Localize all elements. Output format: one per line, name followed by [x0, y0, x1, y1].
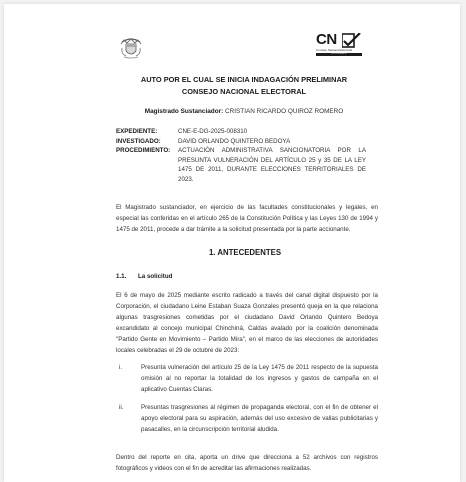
intro-paragraph: El Magistrado sustanciador, en ejercicio de las facultades constitucionales y legales, en especial las conferidas en el artículo 265 de la Constitución Política y las Leyes 130 de 1994 y 1475 de 2011, procede a dar trámite a la solicitud presentada por la parte accionante. [116, 204, 378, 233]
meta-row-expediente [116, 127, 366, 137]
document-title-line-1: AUTO POR EL CUAL SE INICIA INDAGACIÓN PRELIMINAR [140, 75, 348, 84]
list-item-text: Presuntas trasgresiones al régimen de propaganda electoral, con el fin de obtener el apoyo electoral para su aspiración, además del uso excesivo de vallas publicitarias y pasacalles, en la circunscripción territorial aludida. [141, 404, 378, 433]
list-item [116, 362, 378, 395]
cne-logo-subtitle: Consejo Nacional Electoral [316, 48, 353, 52]
meta-value: DAVID ORLANDO QUINTERO BEDOYA [178, 137, 291, 145]
document-page [4, 4, 460, 482]
closing-paragraph: Dentro del reporte en cita, aporta un drive que direcciona a 52 archivos con registros fotográficos y videos con el fin de acreditar las afirmaciones realizadas. [116, 454, 378, 472]
list-item [116, 402, 378, 435]
cne-logo-bar: COLOMBIA [316, 53, 362, 56]
meta-row-investigado [116, 137, 366, 147]
subsection-number: 1.1. [116, 273, 127, 280]
magistrado-label: Magistrado Sustanciador: [144, 108, 224, 115]
check-mark-icon [342, 33, 362, 49]
list-item-number: ii. [119, 404, 124, 411]
magistrado-line [94, 107, 394, 116]
meta-key: PROCEDIMIENTO: [116, 147, 171, 154]
subsection-title: La solicitud [138, 273, 173, 280]
meta-value: CNE-E-DG-2025-008310 [178, 128, 248, 135]
cne-logo [316, 32, 362, 60]
meta-row-procedimiento [116, 146, 366, 184]
document-title-line-2: CONSEJO NACIONAL ELECTORAL [181, 87, 307, 96]
subsection-heading [116, 272, 172, 281]
section-heading: 1. ANTECEDENTES [208, 248, 282, 257]
cne-logo-text: CN [316, 31, 337, 48]
case-metadata [116, 127, 366, 184]
solicitud-paragraph: El 6 de mayo de 2025 mediante escrito radicado a través del canal digital dispuesto por la Corporación, el ciudadano Leine Estaban Suaza Gonzales presentó queja en la que relaciona algunas trasgresiones cometidas por el ciudadano David Orlando Quintero Bedoya excandidato al concejo municipal Chinchiná, Caldas avalado por la coalición denominada "Partido Gente en Movimiento – Partido Mira", en el marco de las elecciones de autoridades locales celebradas el 29 de octubre de 2023: [116, 292, 378, 354]
magistrado-name: CRISTIAN RICARDO QUIROZ ROMERO [225, 108, 344, 115]
meta-value: ACTUACIÓN ADMINISTRATIVA SANCIONATORIA POR LA PRESUNTA VULNERACIÓN DEL ARTÍCULO 25 y 35 DE LA LEY 1475 DE 2011, DURANTE ELECCIONES TERRITORIALES DE 2023. [178, 147, 366, 183]
list-item-number: i. [119, 364, 123, 371]
list-item-text: Presunta vulneración del artículo 25 de la Ley 1475 de 2011 respecto de la supuesta omisión al no reportar la totalidad de los ingresos y gastos de campaña en el aplicativo Cuentas Claras. [141, 364, 378, 393]
meta-key: EXPEDIENTE: [116, 128, 158, 135]
meta-key: INVESTIGADO: [116, 137, 161, 145]
coat-of-arms-icon [118, 34, 144, 60]
